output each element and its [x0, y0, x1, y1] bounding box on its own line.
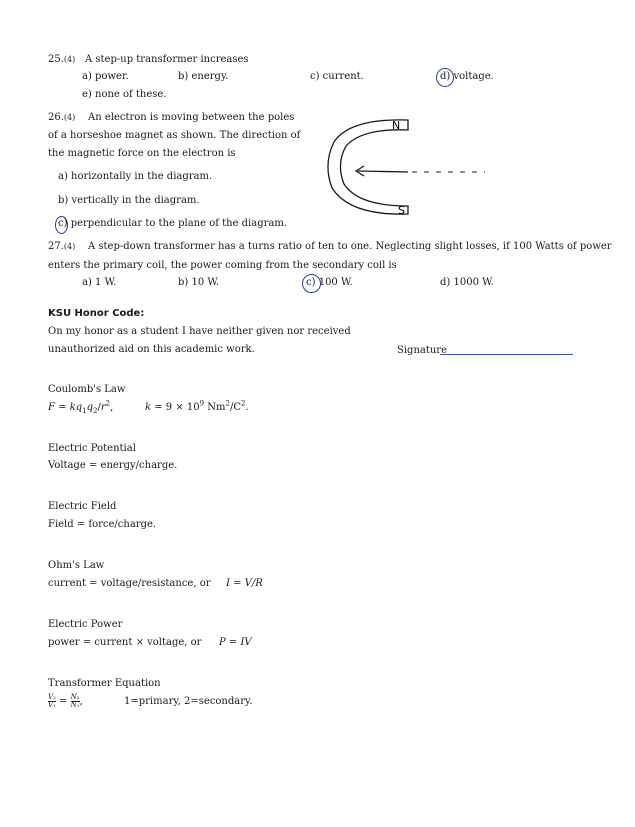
q26-option-b: b) vertically in the diagram. [58, 195, 200, 206]
q27-option-b: b) 10 W. [178, 277, 220, 288]
power-symbolic: P = IV [219, 637, 252, 648]
horseshoe-magnet-diagram [320, 112, 495, 224]
q26-number: 26.(4) [48, 112, 76, 123]
power-title: Electric Power [48, 619, 123, 630]
potential-equation: Voltage = energy/charge. [48, 460, 178, 471]
north-pole-label: N [392, 119, 401, 132]
q27-number: 27.(4) [48, 241, 76, 252]
signature-label: Signature [397, 345, 448, 356]
q26-option-a: a) horizontally in the diagram. [58, 171, 213, 182]
coulomb-title: Coulomb's Law [48, 384, 126, 395]
honor-code-title: KSU Honor Code: [48, 308, 145, 319]
q25-number: 25.(4) [48, 54, 76, 65]
q27-option-a: a) 1 W. [82, 277, 117, 288]
coulomb-equation: $F = kq_1q_2/r^2$, [48, 399, 114, 415]
q26-option-c: c) perpendicular to the plane of the diagram. [58, 218, 288, 229]
coulomb-constant: $k = 9 \times 10^9$ $Nm^2/C^2$. [145, 399, 249, 413]
signature-line[interactable] [440, 342, 573, 355]
ohm-equation: current = voltage/resistance, or [48, 578, 211, 589]
q26-stem-line2: of a horseshoe magnet as shown. The direction of [48, 130, 301, 141]
q26-stem-line3: the magnetic force on the electron is [48, 148, 236, 159]
q25-option-c: c) current. [310, 71, 364, 82]
honor-code-line1: On my honor as a student I have neither given nor received [48, 326, 351, 337]
q27-option-c: c) 100 W. [306, 277, 353, 288]
q26-stem-line1: An electron is moving between the poles [88, 112, 295, 123]
q27-stem-line1: A step-down transformer has a turns ratio of ten to one. Neglecting slight losses, if 100 Watts of power [88, 241, 612, 252]
ohm-symbolic: I = V/R [226, 578, 263, 589]
ohm-title: Ohm's Law [48, 560, 105, 571]
q27-option-d: d) 1000 W. [440, 277, 494, 288]
transformer-title: Transformer Equation [48, 678, 161, 689]
south-pole-label: S [398, 204, 405, 217]
q25-option-d: d) voltage. [440, 71, 494, 82]
q25-option-a: a) power. [82, 71, 129, 82]
field-equation: Field = force/charge. [48, 519, 157, 530]
q25-option-b: b) energy. [178, 71, 229, 82]
transformer-note: 1=primary, 2=secondary. [124, 696, 253, 707]
honor-code-line2: unauthorized aid on this academic work. [48, 344, 255, 355]
magnet-body [328, 120, 408, 214]
transformer-equation: $\frac{\text{V₂}}{\text{V₁}}$ = $\frac{\text{N₂}}{\text{N₁}}$ , [48, 693, 83, 709]
q25-stem: A step-up transformer increases [85, 54, 249, 65]
q27-stem-line2: enters the primary coil, the power coming from the secondary coil is [48, 260, 397, 271]
field-title: Electric Field [48, 501, 117, 512]
potential-title: Electric Potential [48, 443, 136, 454]
q25-option-e: e) none of these. [82, 89, 167, 100]
electron-path-line [358, 171, 408, 172]
power-equation: power = current × voltage, or [48, 637, 202, 648]
